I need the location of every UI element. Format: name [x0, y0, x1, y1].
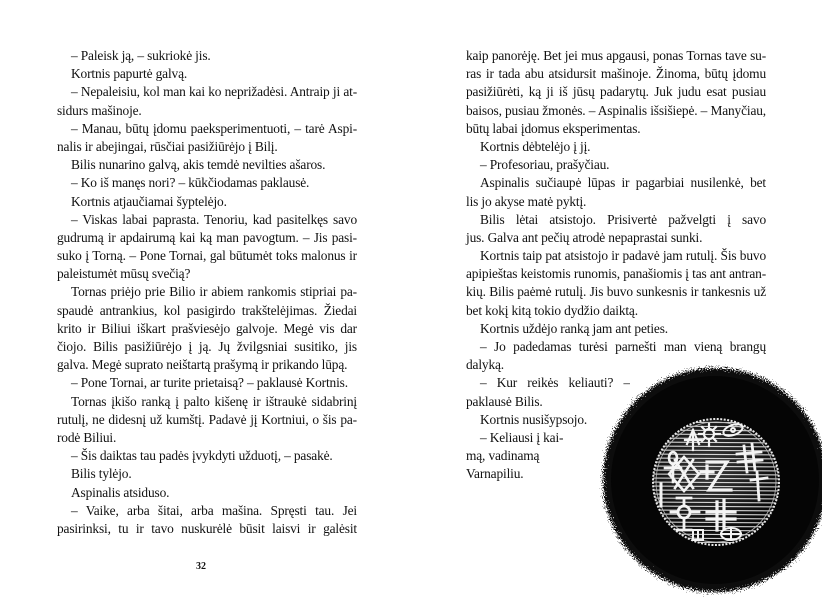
left-page-text [57, 47, 357, 538]
text-line: kaip panorėję. Bet jei mus apgausi, ponas Tornas tave su- [466, 48, 766, 63]
text-line: Kortnis uždėjo ranką jam ant peties. [480, 320, 668, 336]
text-line: – Kur reikės keliauti? – [480, 375, 630, 391]
text-line: bet kokį kitą tokio dydžio daiktą. [466, 302, 638, 318]
text-line: – Nepaleisiu, kol man kai ko neprižadėsi. Antraip ji at- [71, 84, 357, 100]
text-line: suko į Torną. – Pone Tornai, gal būtumėt toks malonus ir [57, 248, 357, 264]
text-line: kių. Bilis paėmė rutulį. Jis buvo sunkesnis ir tankesnis už [466, 284, 766, 300]
text-line: Tornas priėjo prie Bilio ir abiem rankomis stipriai pa- [71, 284, 357, 300]
text-line: čiojo. Bilis pasižiūrėjo į ją. Jų žvilgsniai susitiko, jis [57, 339, 357, 354]
text-line: Bilis lėtai atsistojo. Prisivertė pažvelgti į savo [480, 211, 766, 227]
text-line: krito ir Biliui iškart prašviesėjo galvoje. Megė vis dar [57, 320, 357, 336]
text-line: – Keliausi į kai- [480, 429, 564, 445]
text-line: nalis ir abejingai, rūsčiai pasižiūrėjo į Bilį. [57, 138, 278, 154]
text-line: sidurs mašinoje. [57, 102, 142, 118]
text-line: Kortnis dėbtelėjo į jį. [480, 138, 591, 154]
text-line: mą, vadinamą [466, 448, 540, 464]
text-line: ras ir tada abu atsidursit mašinoje. Žinoma, būtų įdomu [466, 66, 766, 82]
text-line: spaudė antrankius, kol pasigirdo trakštelėjimas. Žiedai [57, 302, 357, 318]
text-line: – Paleisk ją, – sukriokė jis. [71, 48, 211, 63]
text-line: – Pone Tornai, ar turite prietaisą? – paklausė Kortnis. [71, 375, 348, 391]
text-line: – Viskas labai paprasta. Tenoriu, kad pasitelkęs savo [71, 211, 357, 227]
text-line: baisos, pusiau žmonės. – Aspinalis išsišiepė. – Manyčiau, [466, 102, 766, 118]
text-line: Kortnis atjaučiamai šyptelėjo. [71, 193, 227, 209]
text-line: rodė Biliui. [57, 429, 117, 445]
text-line: Tornas įkišo ranką į palto kišenę ir ištraukė sidabrinį [71, 393, 357, 409]
text-line: dalyką. [466, 357, 504, 373]
rune-wheel-icon [721, 528, 741, 540]
text-line: paleistumėt mūsų svečią? [57, 266, 191, 282]
text-line: paklausė Bilis. [466, 393, 543, 409]
text-line: galva. Megė suprato neištartą prašymą ir prikando lūpą. [57, 357, 348, 373]
text-line: Aspinalis atsiduso. [71, 484, 170, 500]
right-page [411, 0, 822, 609]
text-line: rutulį, ne didesnį už kumštį. Padavė jį Kortniui, o šis pa- [57, 411, 357, 427]
text-line: būtų labai įdomus eksperimentas. [466, 120, 641, 136]
text-line: Varnapiliu. [466, 466, 524, 482]
text-line: Kortnis taip pat atsistojo ir padavė jam rutulį. Šis buvo [480, 248, 766, 264]
text-line: – Ko iš manęs nori? – kūkčiodamas paklausė. [71, 175, 310, 191]
text-line: – Profesoriau, prašyčiau. [480, 157, 610, 173]
text-line: pasirinksi, tu ir tavo nuskurėlė būsit laisvi ir galėsit [57, 520, 357, 536]
text-line: Aspinalis sučiaupė lūpas ir pagarbiai nusilenkė, bet [480, 175, 766, 191]
text-line: Bilis tylėjo. [71, 466, 132, 482]
text-line: gudrumą ir apdairumą kai ką man pavogtum. – Jis pasi- [57, 229, 357, 245]
text-line: jus. Galva ant pečių atrodė nepaprastai sunki. [466, 229, 703, 245]
page-number: 32 [196, 561, 206, 572]
text-line: apipieštas keistomis runomis, panašiomis į tas ant antran- [466, 266, 766, 282]
orb-illustration [589, 354, 822, 604]
text-line: lis jo akyse matė pyktį. [466, 193, 587, 209]
text-line: pasižiūrėti, ką ji iš jūsų padarytų. Juk judu esat pusiau [466, 84, 766, 100]
text-line: Kortnis nusišypsojo. [480, 411, 588, 427]
text-line: – Jo padedamas turėsi parnešti man vieną brangų [480, 339, 766, 354]
text-line: Bilis nunarino galvą, akis temdė nevilties ašaros. [71, 157, 326, 173]
text-line: – Vaike, arba šitai, arba mašina. Spręsti tau. Jei [71, 502, 357, 518]
text-line: Kortnis papurtė galvą. [71, 66, 188, 82]
text-line: – Šis daiktas tau padės įvykdyti užduotį, – pasakė. [71, 448, 333, 464]
text-line: – Manau, būtų įdomu paeksperimentuoti, – tarė Aspi- [71, 120, 357, 136]
